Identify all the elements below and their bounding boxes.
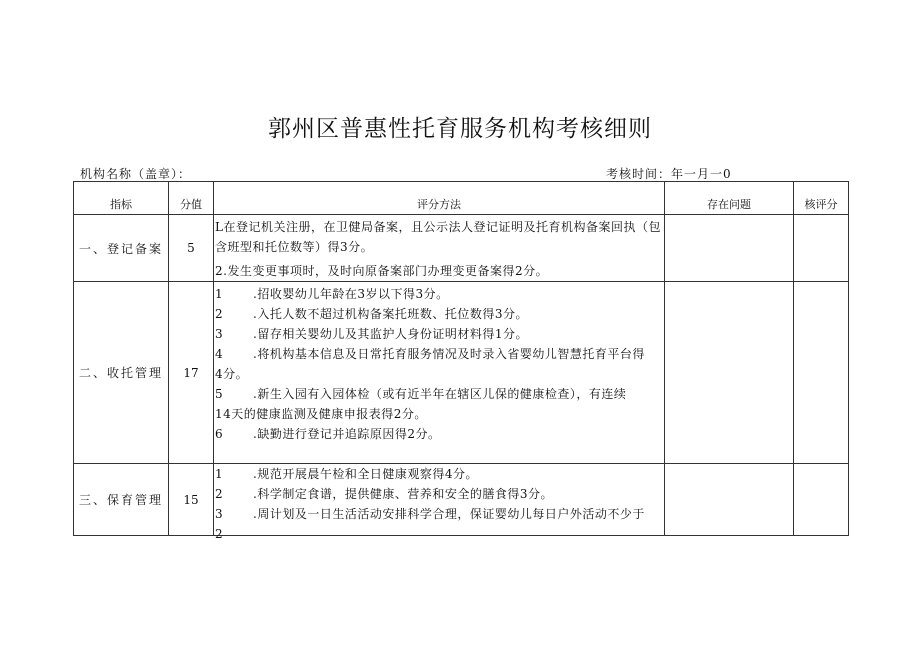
issues-cell (665, 282, 794, 464)
item-number: 2 (215, 307, 224, 321)
header-score: 分值 (169, 182, 214, 215)
item-text: .科学制定食谱，提供健康、营养和安全的膳食得3分。 (253, 487, 553, 501)
check-time-label: 考核时间：年一月一0 (606, 167, 732, 181)
method-item (215, 384, 664, 404)
method-item (215, 424, 664, 444)
score-cell: 17 (169, 282, 214, 464)
item-text: 14天的健康监测及健康申报表得2分。 (215, 407, 427, 421)
table-row (74, 464, 849, 536)
indicator-cell: 二、收托管理 (74, 282, 169, 464)
header-method: 评分方法 (214, 182, 665, 215)
item-text: 4分。 (215, 367, 249, 381)
method-item (215, 304, 664, 324)
indicator-cell: 三、保育管理 (74, 464, 169, 536)
review-score-cell (794, 464, 849, 536)
header-issues: 存在问题 (665, 182, 794, 215)
method-item-continuation (215, 404, 664, 424)
item-text: .入托人数不超过机构备案托班数、托位数得3分。 (253, 307, 528, 321)
method-line: L在登记机关注册，在卫健局备案，且公示法人登记证明及托育机构备案回执（包含班型和托位数等）得3分。 (215, 220, 661, 254)
method-item (215, 504, 664, 524)
indicator-cell: 一、登记备案 (74, 215, 169, 282)
item-text: .新生入园有入园体检（或有近半年在辖区儿保的健康检查），有连续 (253, 387, 627, 401)
item-number: 2 (215, 527, 224, 541)
item-text: .留存相关婴幼儿及其监护人身份证明材料得1分。 (253, 327, 528, 341)
item-text: .缺勤进行登记并追踪原因得2分。 (253, 427, 441, 441)
method-item-continuation (215, 364, 664, 384)
item-text (253, 524, 664, 544)
method-cell (214, 464, 665, 541)
table-row (74, 282, 849, 464)
item-number: 1 (215, 287, 224, 301)
review-score-cell (794, 282, 849, 464)
method-clip (215, 464, 664, 541)
method-cell (214, 215, 665, 282)
item-text: .周计划及一日生活活动安排科学合理，保证婴幼儿每日户外活动不少于 (253, 507, 645, 521)
item-number: 1 (215, 467, 224, 481)
item-number: 3 (215, 507, 224, 521)
method-line: 2.发生变更事项时，及时向原备案部门办理变更备案得2分。 (215, 264, 549, 278)
issues-cell (665, 464, 794, 536)
method-item (215, 484, 664, 504)
score-cell: 5 (169, 215, 214, 282)
document-title: 郭州区普惠性托育服务机构考核细则 (268, 116, 652, 142)
item-number: 4 (215, 347, 224, 361)
item-number: 5 (215, 387, 224, 401)
method-item (215, 344, 664, 364)
score-cell: 15 (169, 464, 214, 536)
method-cell (214, 282, 665, 464)
item-text: .将机构基本信息及日常托育服务情况及时录入省婴幼儿智慧托育平台得 (253, 347, 645, 361)
header-indicator: 指标 (74, 182, 169, 215)
item-text: .规范开展晨午检和全日健康观察得4分。 (253, 467, 478, 481)
issues-cell (665, 215, 794, 282)
table-row (74, 215, 849, 282)
method-item (215, 464, 664, 484)
header-review-score: 核评分 (794, 182, 849, 215)
item-number: 6 (215, 427, 224, 441)
item-number: 3 (215, 327, 224, 341)
method-item (215, 284, 664, 304)
method-item (215, 324, 664, 344)
org-name-label: 机构名称（盖章）： (80, 167, 192, 181)
item-text: .招收婴幼儿年龄在3岁以下得3分。 (253, 287, 449, 301)
table-header-row (74, 182, 849, 215)
assessment-table (73, 181, 849, 541)
method-item (215, 524, 664, 544)
item-number: 2 (215, 487, 224, 501)
review-score-cell (794, 215, 849, 282)
